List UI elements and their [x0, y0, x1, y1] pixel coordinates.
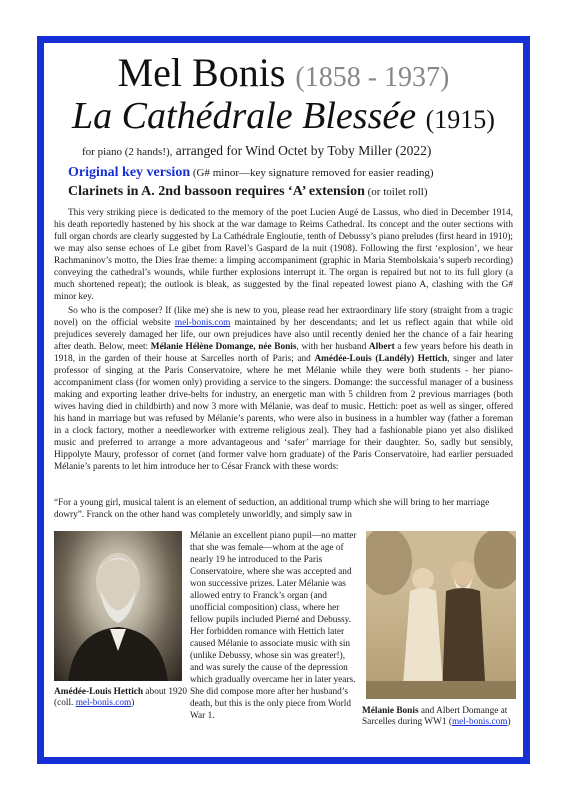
p2-text-a: So who is the composer? If (like me) she is new to you, please read her extraordinary life story (straight from a tragic novel) on the official website [54, 306, 513, 328]
p2-text-c: , with her husband [296, 342, 369, 352]
p2-text-e: , singer and later professor of singing at the Paris Conservatoire, where he met Mélanie while they were both students - her piano-accompaniment class (for women only) providing a service to the singers. Domange: the successful manager of a business making and exporting leather drive-belts for industry, an energetic man with 5 children from 2 previous marriages (both wives having died in childbirth) and now 3 more with Mélanie, was deaf to music. Hettich: poet as well as singer, offered his hand in marriage but was refused by Mélanie’s parents, who were also in business in a humbler way (father a foreman in a clock factory, mother a needleworker with extreme religious zeal). They had a fashionable piano yet also disliked music and preferred to arrange a more advantageous and ‘safer’ marriage for their daughter. So, sadly but sensibly, Hippolyte Maury, professor of cornet (and former valve horn graduate) of the Paris Conservatoire, had earlier persuaded Mélanie’s parents to let him introduce her to César Franck with these words: [54, 354, 513, 472]
composer-title [44, 51, 523, 100]
bonis-domange-photo [366, 531, 516, 699]
key-version-label: Original key version [68, 165, 191, 180]
key-version-note: (G# minor—key signature removed for easier reading) [190, 167, 434, 179]
p2-text-b: maintained by her descendants; and let us reflect again that while old prejudices severely damaged her life, our own prejudices have also until recently denied her the chance of a fair hearing after death. Below, meet: [54, 318, 513, 352]
paragraph-composer [54, 305, 513, 473]
work-title [44, 95, 523, 141]
couple-caption [362, 706, 522, 728]
hettich-caption [54, 687, 189, 709]
caption-left-end: ) [131, 698, 135, 708]
quote-line: “For a young girl, musical talent is an element of seduction, an additional trump which she will bring to her marriage dowry”. Franck on the other hand was completely unworldly, and simply saw in [54, 498, 490, 520]
couple-photo-image [366, 531, 516, 699]
name-hettich: Amédée-Louis (Landély) Hettich [314, 354, 448, 364]
paragraph-piece: This very striking piece is dedicated to the memory of the poet Lucien Augé de Lassus, who died in December 1914, his death reportedly hastened by his shock at the war damage to Reims Cathedral. Its concept and the outer sections with full organ chords are clearly suggested by La Cathédrale Engloutie, tenth of Debussy’s piano preludes (first heard in 1910); we may also sense echoes of Le gibet from Ravel’s Gaspard de la nuit (1908). Following the first ‘explosion’, we hear Rachmaninov’s motto, the Dies Irae theme: a limping accompaniment (graphic in Maria Stembolskaia’s superb recording) conveying the cathedral’s wounds, while further explosions interrupt it. The organ is repaired but not to its full glory (a much shortened repeat); the outlook is bleak, as suggested by the final repeated lowest piano A, clashing with the G# minor key. [54, 208, 513, 302]
work-name: La Cathédrale Blessée [72, 95, 417, 137]
caption-right-end: ) [507, 717, 511, 727]
page-content [44, 43, 523, 757]
website-link[interactable]: mel-bonis.com [174, 318, 231, 328]
subtitle-arrangement: arranged for Wind Octet by Toby Miller (2022) [172, 143, 432, 158]
caption-right-name: Mélanie Bonis [362, 706, 419, 716]
hettich-portrait-image [54, 531, 182, 681]
hettich-photo [54, 531, 182, 681]
name-albert: Albert [368, 342, 395, 352]
composer-name: Mel Bonis [117, 50, 286, 95]
intro-paragraph [54, 207, 513, 303]
caption-left-text: about 1920 (coll. [54, 687, 187, 708]
clarinets-label: Clarinets in A. 2nd bassoon requires ‘A’ extension [68, 184, 365, 199]
caption-right-link[interactable]: mel-bonis.com [451, 717, 508, 727]
name-melanie: Mélanie Hélène Domange, née Bonis [150, 342, 297, 352]
composer-dates: (1858 - 1937) [295, 62, 450, 93]
page-border [37, 36, 530, 764]
p2-text-d: a few years before his death in 1918, in the garden of their house at Sarcelles north of Paris; and [54, 342, 514, 364]
key-version-line [68, 165, 434, 181]
composer-paragraph [54, 305, 513, 473]
subtitle [82, 143, 431, 159]
clarinets-line [68, 184, 428, 200]
caption-left-name: Amédée-Louis Hettich [54, 687, 144, 697]
caption-left-link[interactable]: mel-bonis.com [75, 698, 132, 708]
subtitle-instrument: for piano (2 hands!), [82, 146, 173, 158]
clarinets-note: (or toilet roll) [364, 186, 428, 198]
caption-right-text: and Albert Domange at Sarcelles during WW1 ( [362, 706, 508, 727]
work-year: (1915) [425, 105, 495, 134]
middle-column-text: Mélanie an excellent piano pupil—no matter that she was female—whom at the age of nearly 19 he introduced to the Paris Conservatoire, where she was accepted and won successive prizes. Later Mélanie was allowed entry to Franck’s organ (and unofficial composition) class, where her fellow pupils included Pierné and Debussy. Her forbidden romance with Hettich later caused Mélanie to associate music with sin (unlike Debussy, whose sin was greater!), and was surely the cause of the depression which gradually overcame her in later years. She did compose more after her husband’s death, but this is the only piece from World War 1. [190, 531, 357, 721]
